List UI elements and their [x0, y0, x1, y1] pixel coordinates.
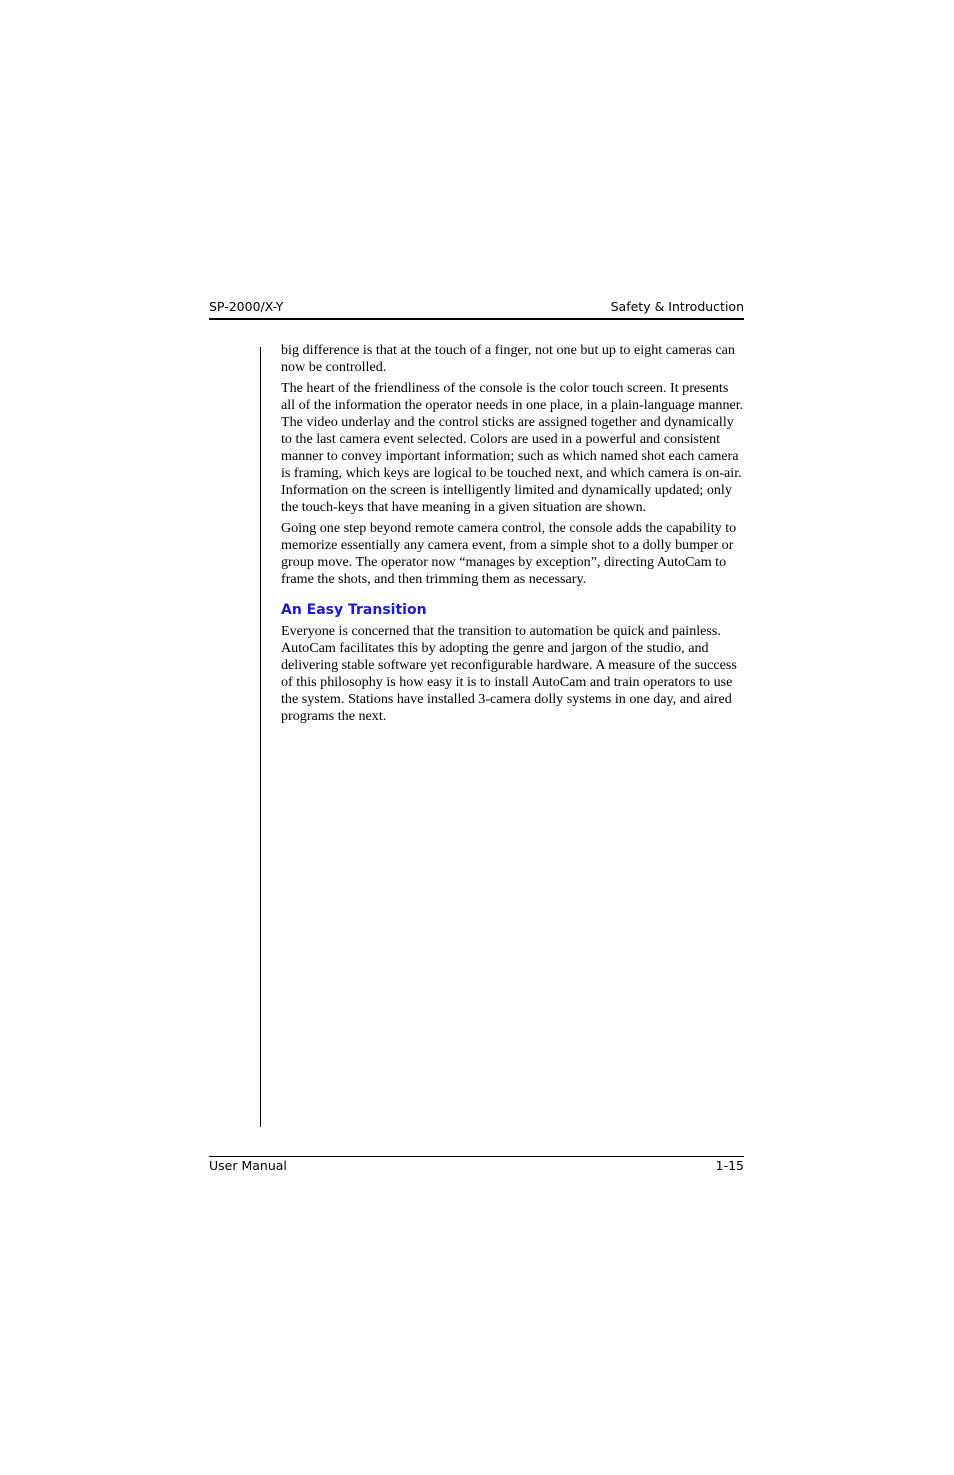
page-header — [209, 298, 744, 320]
header-product-name: SP-2000/X-Y — [209, 299, 284, 314]
paragraph-1: big difference is that at the touch of a finger, not one but up to eight cameras can now be controlled. — [281, 342, 735, 375]
footer-page-number: 1-15 — [715, 1158, 744, 1173]
paragraph-2: The heart of the friendliness of the console is the color touch screen. It presents all of the information the operator needs in one place, in a plain-language manner. The video underlay and the control sticks are assigned together and dynamically to the last camera event selected. Colors are used in a powerful and consistent manner to convey important information; such as which named shot each camera is framing, which keys are logical to be touched next, and which camera is on-air. Information on the screen is intelligently limited and dynamically updated; only the touch-keys that have meaning in a given situation are shown. — [281, 380, 744, 515]
body-text — [281, 342, 744, 729]
page-footer — [209, 1156, 744, 1177]
change-bar — [260, 347, 261, 1127]
header-chapter-title: Safety & Introduction — [610, 299, 744, 314]
paragraph-3: Going one step beyond remote camera control, the console adds the capability to memorize essentially any camera event, from a simple shot to a dolly bumper or group move. The operator now “manages by exception”, directing AutoCam to frame the shots, and then trimming them as necessary. — [281, 520, 737, 587]
section-paragraph-1: Everyone is concerned that the transition to automation be quick and painless. AutoCam facilitates this by adopting the genre and jargon of the studio, and delivering stable software yet reconfigurable hardware. A measure of the success of this philosophy is how easy it is to install AutoCam and train operators to use the system. Stations have installed 3-camera dolly systems in one day, and aired programs the next. — [281, 623, 737, 724]
footer-document-title: User Manual — [209, 1158, 287, 1173]
section-heading: An Easy Transition — [281, 602, 427, 618]
